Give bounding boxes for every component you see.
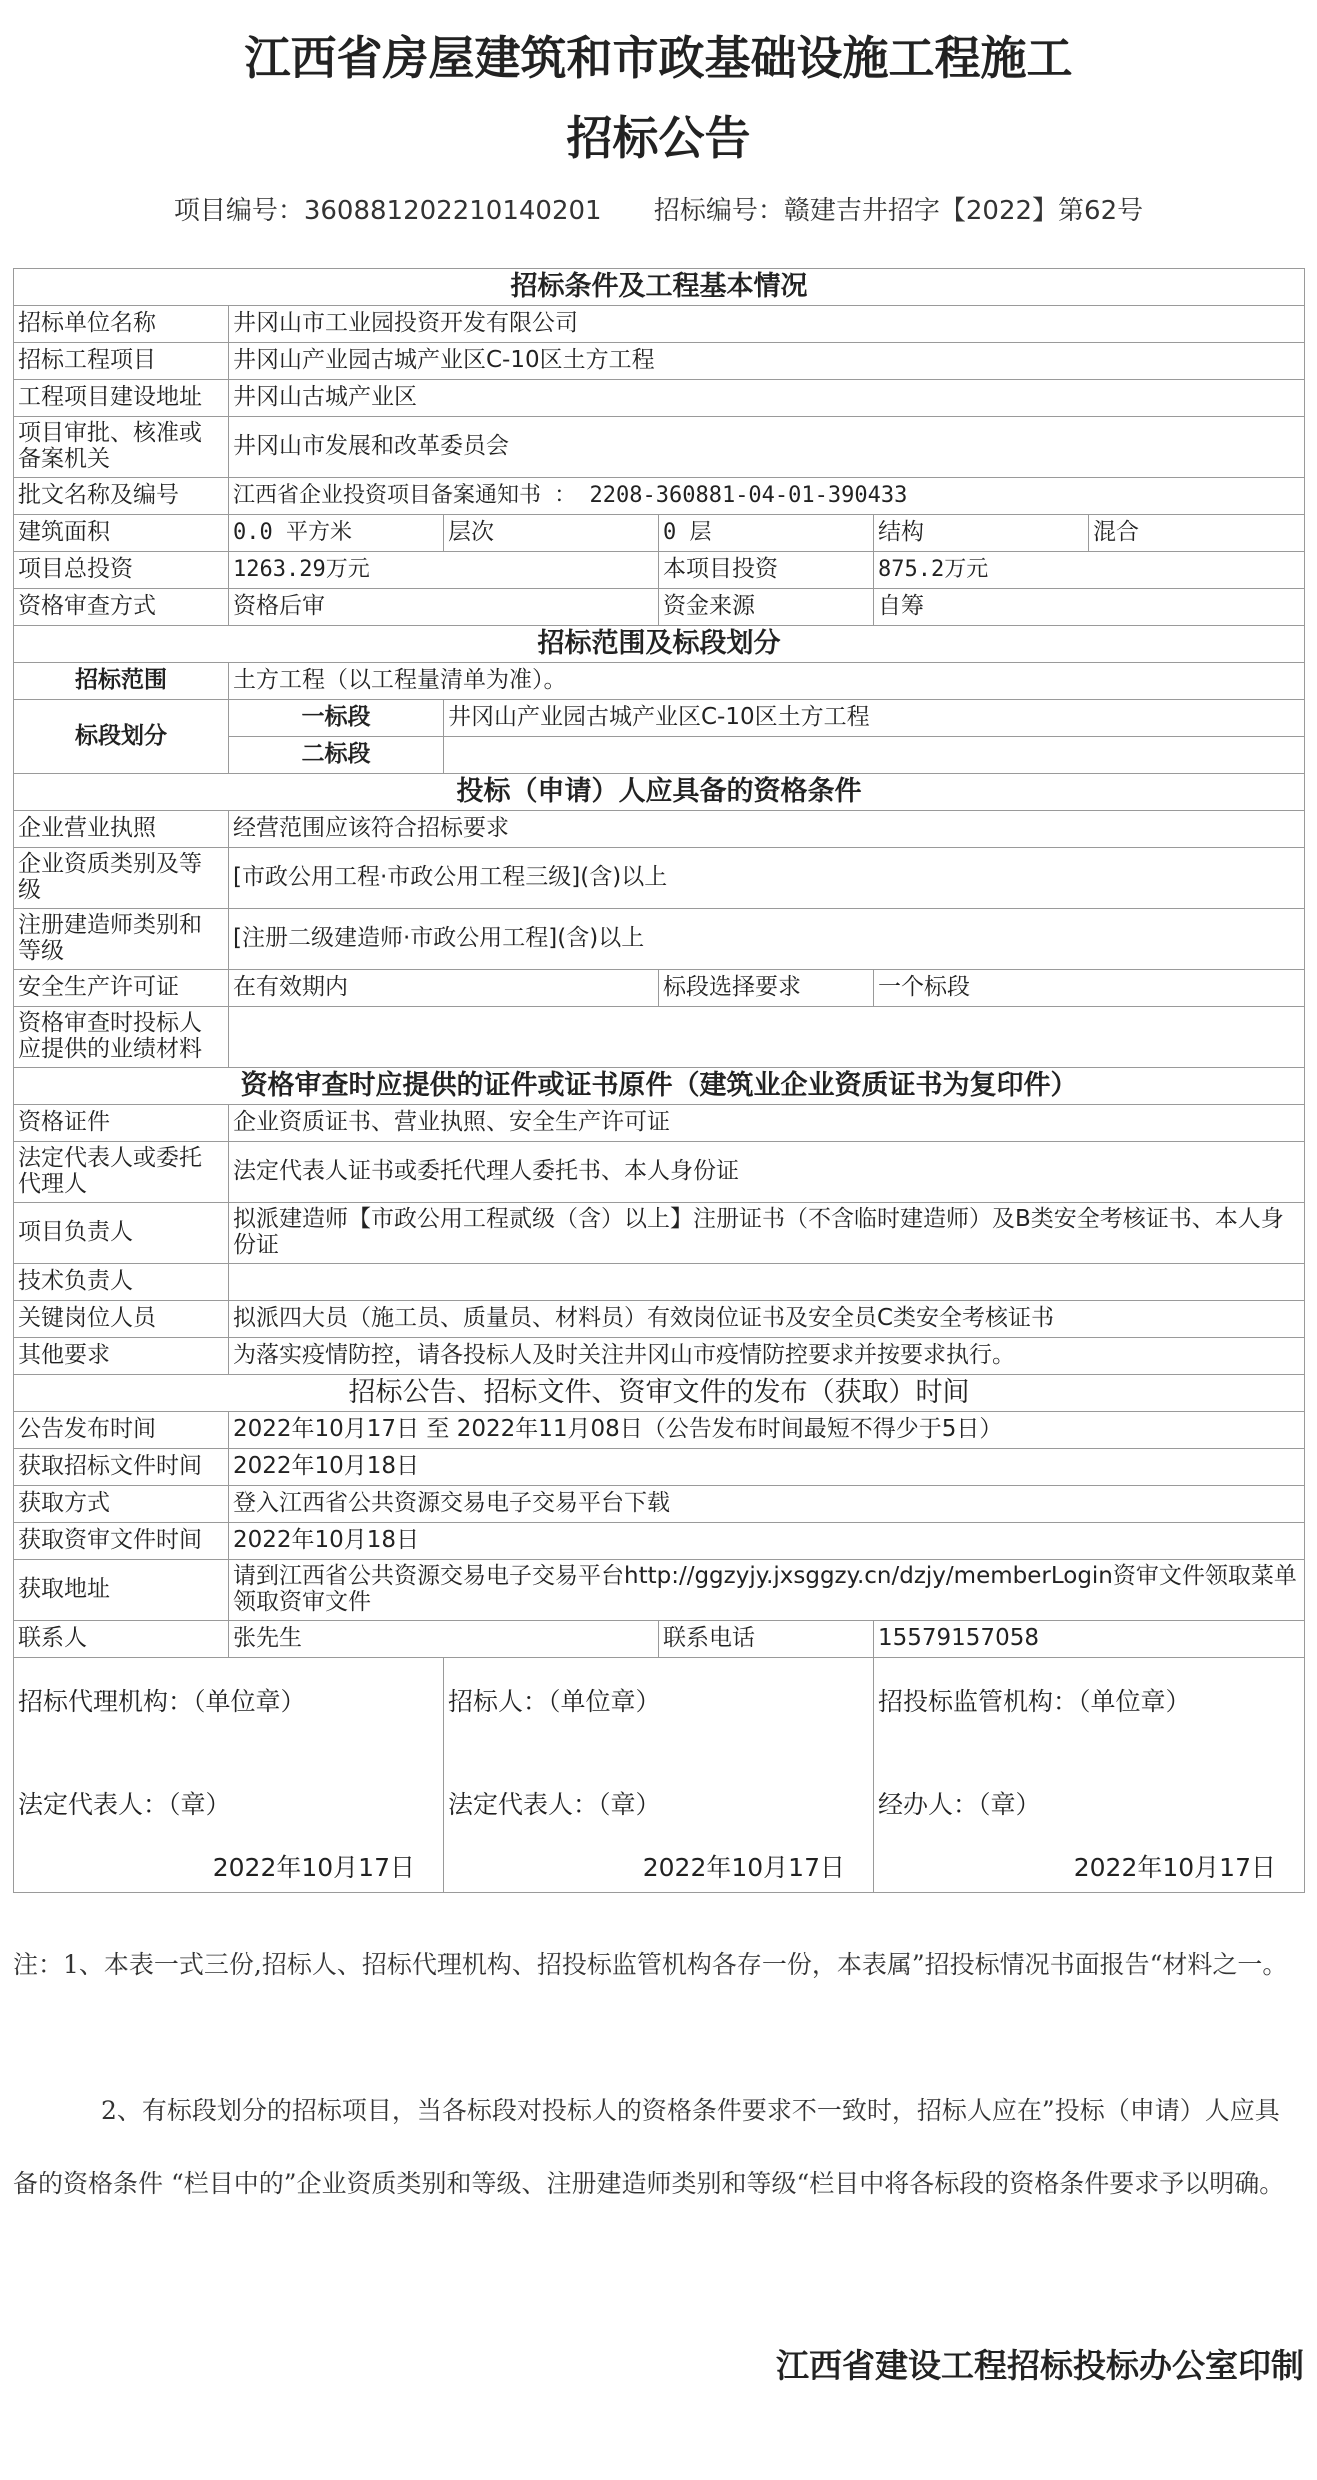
field-label: 招标范围 — [14, 663, 229, 700]
field-label: 注册建造师类别和等级 — [14, 909, 229, 970]
performance-value — [229, 1007, 1305, 1068]
phone-value: 15579157058 — [874, 1621, 1305, 1658]
review-value: 资格后审 — [229, 589, 659, 626]
field-label: 法定代表人或委托代理人 — [14, 1142, 229, 1203]
field-label: 招标工程项目 — [14, 343, 229, 380]
field-label: 联系电话 — [659, 1621, 874, 1658]
fund-value: 自筹 — [874, 589, 1305, 626]
section-title: 招标范围及标段划分 — [14, 626, 1305, 663]
field-label: 获取地址 — [14, 1560, 229, 1621]
signature-org: 招标人：（单位章） — [448, 1687, 661, 1716]
signature-date: 2022年10月17日 — [212, 1853, 415, 1882]
license-value: 经营范围应该符合招标要求 — [229, 811, 1305, 848]
signature-rep: 经办人：（章） — [878, 1790, 1041, 1819]
signature-org: 招标代理机构：（单位章） — [18, 1687, 306, 1716]
project-manager-value: 拟派建造师【市政公用工程贰级（含）以上】注册证书（不含临时建造师）及B类安全考核证书、本人身份证 — [229, 1203, 1305, 1264]
field-label: 标段选择要求 — [659, 970, 874, 1007]
field-label: 项目审批、核准或备案机关 — [14, 417, 229, 478]
signature-block — [874, 1658, 1305, 1893]
publish-value: 2022年10月17日 至 2022年11月08日（公告发布时间最短不得少于5日） — [229, 1412, 1305, 1449]
field-label: 结构 — [874, 515, 1089, 552]
signature-block — [14, 1658, 444, 1893]
tech-lead-value — [229, 1264, 1305, 1301]
signature-block — [444, 1658, 874, 1893]
method-value: 登入江西省公共资源交易电子交易平台下载 — [229, 1486, 1305, 1523]
tender-table — [13, 268, 1305, 1893]
signature-org: 招投标监管机构：（单位章） — [878, 1687, 1191, 1716]
field-label: 企业资质类别及等级 — [14, 848, 229, 909]
field-label: 招标单位名称 — [14, 306, 229, 343]
lot2-value — [444, 737, 1305, 774]
lot-label: 二标段 — [229, 737, 444, 774]
safety-value: 在有效期内 — [229, 970, 659, 1007]
area-value: 0.0 平方米 — [229, 515, 444, 552]
builder-value: [注册二级建造师·市政公用工程](含)以上 — [229, 909, 1305, 970]
tenderer-value: 井冈山市工业园投资开发有限公司 — [229, 306, 1305, 343]
footer-issuer: 江西省建设工程招标投标办公室印制 — [776, 2346, 1304, 2385]
certificate-value: 企业资质证书、营业执照、安全生产许可证 — [229, 1105, 1305, 1142]
field-label: 批文名称及编号 — [14, 478, 229, 515]
signature-rep: 法定代表人：（章） — [448, 1790, 661, 1819]
field-label: 建筑面积 — [14, 515, 229, 552]
legal-rep-value: 法定代表人证书或委托代理人委托书、本人身份证 — [229, 1142, 1305, 1203]
field-label: 获取招标文件时间 — [14, 1449, 229, 1486]
contact-value: 张先生 — [229, 1621, 659, 1658]
address-link-value[interactable]: 请到江西省公共资源交易电子交易平台http://ggzyjy.jxsggzy.cn/dzjy/memberLogin资审文件领取菜单领取资审文件 — [229, 1560, 1305, 1621]
signature-date: 2022年10月17日 — [642, 1853, 845, 1882]
field-label: 标段划分 — [14, 700, 229, 774]
field-label: 本项目投资 — [659, 552, 874, 589]
field-label: 企业营业执照 — [14, 811, 229, 848]
get-review-value: 2022年10月18日 — [229, 1523, 1305, 1560]
address-value: 井冈山古城产业区 — [229, 380, 1305, 417]
approval-doc-value: 江西省企业投资项目备案通知书 ： 2208-360881-04-01-390433 — [229, 478, 1305, 515]
field-label: 资格审查方式 — [14, 589, 229, 626]
approval-org-value: 井冈山市发展和改革委员会 — [229, 417, 1305, 478]
field-label: 资金来源 — [659, 589, 874, 626]
field-label: 工程项目建设地址 — [14, 380, 229, 417]
note-2: 2、有标段划分的招标项目，当各标段对投标人的资格条件要求不一致时，招标人应在”投标（申请）人应具备的资格条件 “栏目中的”企业资质类别和等级、注册建造师类别和等级“栏目中将各标段的资格条件要求予以明确。 — [13, 2096, 1285, 2198]
signature-rep: 法定代表人：（章） — [18, 1790, 231, 1819]
field-label: 项目总投资 — [14, 552, 229, 589]
total-investment-value: 1263.29万元 — [229, 552, 659, 589]
key-staff-value: 拟派四大员（施工员、质量员、材料员）有效岗位证书及安全员C类安全考核证书 — [229, 1301, 1305, 1338]
section-title: 资格审查时应提供的证件或证书原件（建筑业企业资质证书为复印件） — [14, 1068, 1305, 1105]
field-label: 公告发布时间 — [14, 1412, 229, 1449]
page-subtitle: 招标公告 — [566, 111, 751, 165]
field-label: 安全生产许可证 — [14, 970, 229, 1007]
other-value: 为落实疫情防控，请各投标人及时关注井冈山市疫情防控要求并按要求执行。 — [229, 1338, 1305, 1375]
section-title: 招标条件及工程基本情况 — [14, 269, 1305, 306]
tender-number: 招标编号：赣建吉井招字【2022】第62号 — [653, 196, 1144, 226]
lot-choice-value: 一个标段 — [874, 970, 1305, 1007]
field-label: 技术负责人 — [14, 1264, 229, 1301]
field-label: 获取方式 — [14, 1486, 229, 1523]
project-value: 井冈山产业园古城产业区C-10区土方工程 — [229, 343, 1305, 380]
field-label: 获取资审文件时间 — [14, 1523, 229, 1560]
field-label: 项目负责人 — [14, 1203, 229, 1264]
field-label: 资格证件 — [14, 1105, 229, 1142]
field-label: 联系人 — [14, 1621, 229, 1658]
this-investment-value: 875.2万元 — [874, 552, 1305, 589]
section-title: 招标公告、招标文件、资审文件的发布（获取）时间 — [14, 1375, 1305, 1412]
qualification-value: [市政公用工程·市政公用工程三级](含)以上 — [229, 848, 1305, 909]
signature-date: 2022年10月17日 — [1073, 1853, 1276, 1882]
field-label: 关键岗位人员 — [14, 1301, 229, 1338]
field-label: 其他要求 — [14, 1338, 229, 1375]
section-title: 投标（申请）人应具备的资格条件 — [14, 774, 1305, 811]
notice-meta — [0, 190, 1317, 227]
note-1: 注：1、本表一式三份,招标人、招标代理机构、招投标监管机构各存一份，本表属”招投标情况书面报告“材料之一。 — [13, 1950, 1288, 1979]
get-doc-value: 2022年10月18日 — [229, 1449, 1305, 1486]
floors-value: 0 层 — [659, 515, 874, 552]
project-number: 项目编号：360881202210140201 — [173, 196, 602, 226]
field-label: 资格审查时投标人应提供的业绩材料 — [14, 1007, 229, 1068]
lot1-value: 井冈山产业园古城产业区C-10区土方工程 — [444, 700, 1305, 737]
field-label: 层次 — [444, 515, 659, 552]
page-title: 江西省房屋建筑和市政基础设施工程施工 — [244, 31, 1073, 85]
structure-value: 混合 — [1089, 515, 1305, 552]
scope-value: 土方工程（以工程量清单为准）。 — [229, 663, 1305, 700]
lot-label: 一标段 — [229, 700, 444, 737]
